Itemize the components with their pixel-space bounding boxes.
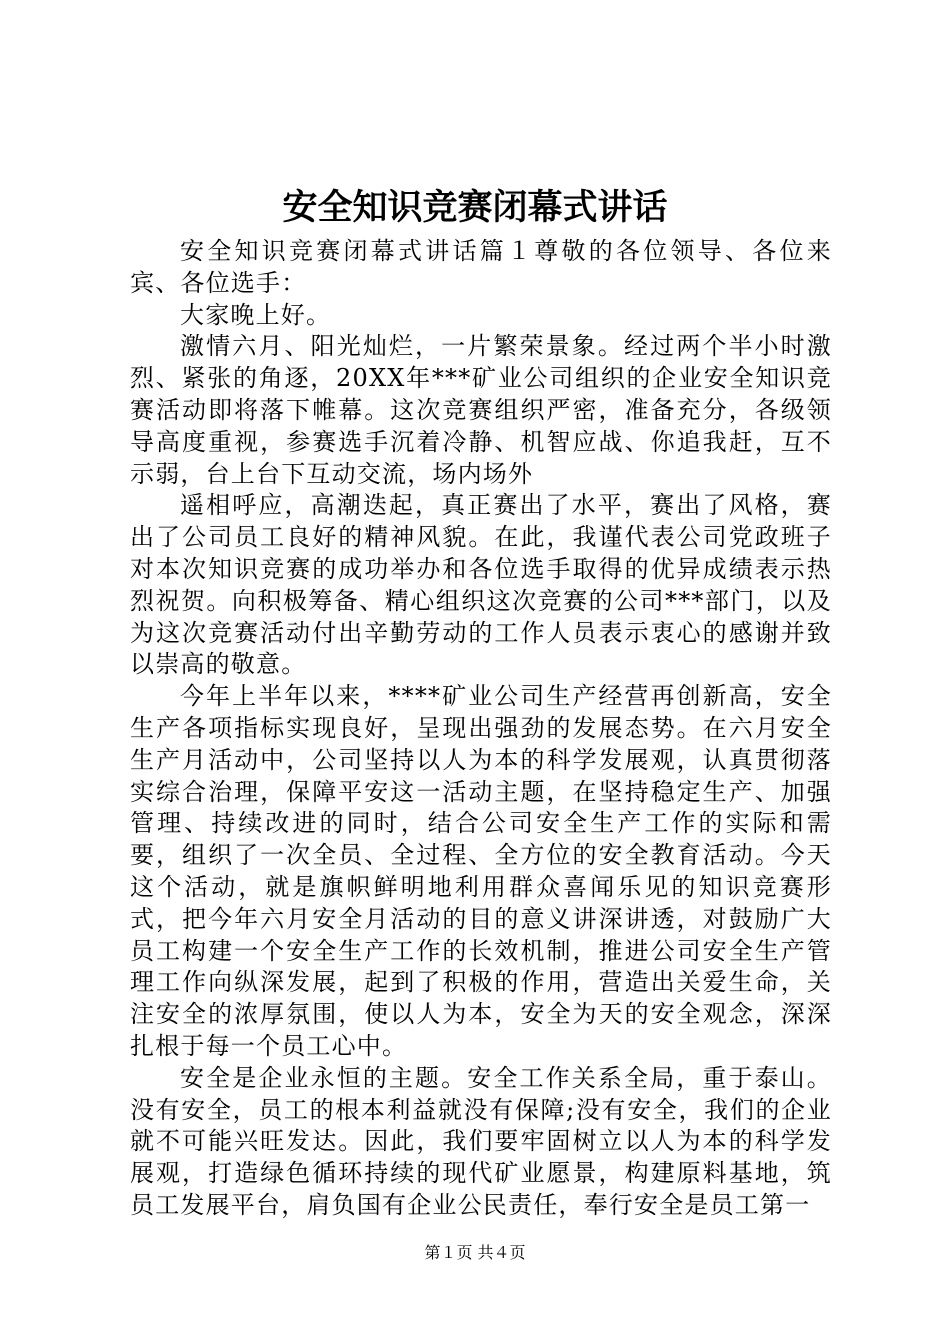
document-body [130, 236, 832, 1222]
paragraph: 安全知识竞赛闭幕式讲话篇１尊敬的各位领导、各位来宾、各位选手： [130, 237, 832, 297]
paragraph: 遥相呼应，高潮迭起，真正赛出了水平，赛出了风格，赛出了公司员工良好的精神风貌。在此，我谨代表公司党政班子对本次知识竞赛的成功举办和各位选手取得的优异成绩表示热烈祝贺。向积极筹备、精心组织这次竞赛的公司***部门，以及为这次竞赛活动付出辛勤劳动的工作人员表示衷心的感谢并致以崇高的敬意。 [130, 491, 832, 679]
paragraph: 安全是企业永恒的主题。安全工作关系全局，重于泰山。没有安全，员工的根本利益就没有保障;没有安全，我们的企业就不可能兴旺发达。因此，我们要牢固树立以人为本的科学发展观，打造绿色循环持续的现代矿业愿景，构建原料基地，筑员工发展平台，肩负国有企业公民责任，奉行安全是员工第一 [130, 1063, 832, 1219]
document-title: 安全知识竞赛闭幕式讲话 [282, 187, 668, 228]
page-footer: 第１页 共４页 [424, 1243, 526, 1262]
paragraph: 今年上半年以来，****矿业公司生产经营再创新高，安全生产各项指标实现良好，呈现出强劲的发展态势。在六月安全生产月活动中，公司坚持以人为本的科学发展观，认真贯彻落实综合治理，保障平安这一活动主题，在坚持稳定生产、加强管理、持续改进的同时，结合公司安全生产工作的实际和需要，组织了一次全员、全过程、全方位的安全教育活动。今天这个活动，就是旗帜鲜明地利用群众喜闻乐见的知识竞赛形式，把今年六月安全月活动的目的意义讲深讲透，对鼓励广大员工构建一个安全生产工作的长效机制，推进公司安全生产管理工作向纵深发展，起到了积极的作用，营造出关爱生命，关注安全的浓厚氛围，使以人为本，安全为天的安全观念，深深扎根于每一个员工心中。 [130, 682, 832, 1060]
paragraph: 大家晚上好。 [180, 300, 332, 329]
paragraph: 激情六月、阳光灿烂，一片繁荣景象。经过两个半小时激烈、紧张的角逐，20XX年***矿业公司组织的企业安全知识竞赛活动即将落下帷幕。这次竞赛组织严密，准备充分，各级领导高度重视，参赛选手沉着冷静、机智应战、你追我赶，互不示弱，台上台下互动交流，场内场外 [130, 332, 832, 488]
